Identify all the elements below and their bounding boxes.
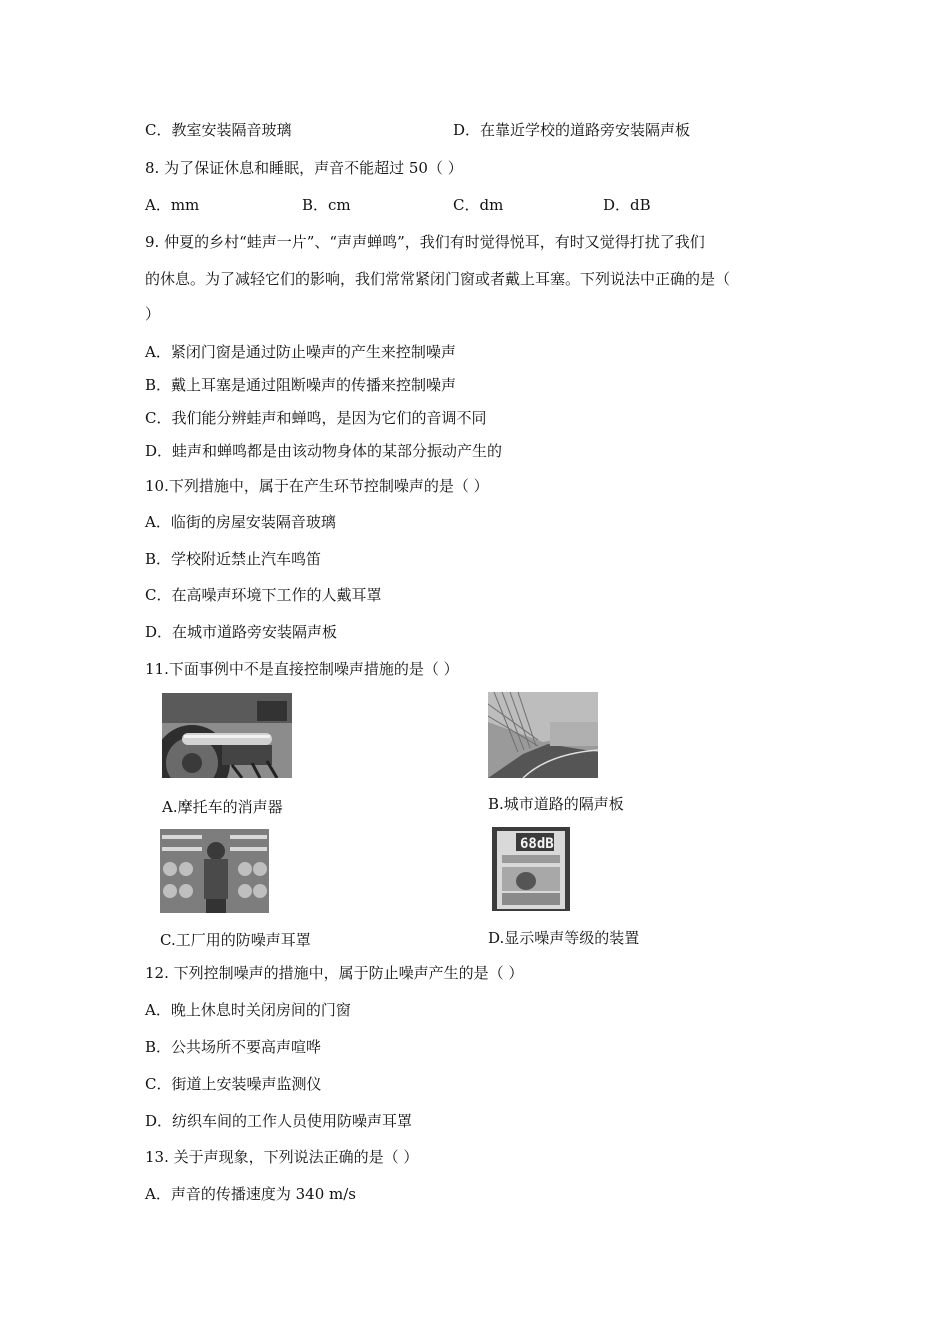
q9-option-d: D．蛙声和蝉鸣都是由该动物身体的某部分振动产生的 <box>145 442 503 460</box>
q9-stem-line1: 9. 仲夏的乡村“蛙声一片”、“声声蝉鸣”，我们有时觉得悦耳，有时又觉得打扰了我们 <box>145 233 705 251</box>
q13-option-a: A．声音的传播速度为 340 m/s <box>145 1185 356 1203</box>
q10-option-c: C．在高噪声环境下工作的人戴耳罩 <box>145 586 382 604</box>
q9-option-a: A．紧闭门窗是通过防止噪声的产生来控制噪声 <box>145 343 456 361</box>
meter-reading-text: 68dB <box>520 836 554 852</box>
q8-option-b: B．cm <box>302 196 351 214</box>
noise-level-display-image <box>492 827 570 911</box>
q8-option-a: A．mm <box>145 196 200 214</box>
q8-option-d: D．dB <box>603 196 651 214</box>
q11-caption-a: A.摩托车的消声器 <box>162 798 283 816</box>
q8-option-c: C．dm <box>453 196 504 214</box>
q9-stem-line2: 的休息。为了减轻它们的影响，我们常常紧闭门窗或者戴上耳塞。下列说法中正确的是（ <box>145 270 731 288</box>
road-sound-barrier-image <box>488 692 598 778</box>
q12-option-c: C．街道上安装噪声监测仪 <box>145 1075 322 1093</box>
q13-stem: 13. 关于声现象，下列说法正确的是（ ） <box>145 1148 419 1166</box>
q11-stem: 11.下面事例中不是直接控制噪声措施的是（ ） <box>145 660 459 678</box>
factory-earmuff-image <box>160 829 269 913</box>
q9-stem-line3: ） <box>145 305 161 323</box>
q11-caption-c: C.工厂用的防噪声耳罩 <box>160 931 311 949</box>
q10-stem: 10.下列措施中，属于在产生环节控制噪声的是（ ） <box>145 477 489 495</box>
q12-option-a: A．晚上休息时关闭房间的门窗 <box>145 1001 351 1019</box>
q12-stem: 12. 下列控制噪声的措施中，属于防止噪声产生的是（ ） <box>145 964 524 982</box>
q7-option-d: D．在靠近学校的道路旁安装隔声板 <box>453 121 691 139</box>
q11-caption-b: B.城市道路的隔声板 <box>488 795 624 813</box>
q9-option-b: B．戴上耳塞是通过阻断噪声的传播来控制噪声 <box>145 376 457 394</box>
q12-option-d: D．纺织车间的工作人员使用防噪声耳罩 <box>145 1112 413 1130</box>
q9-option-c: C．我们能分辨蛙声和蝉鸣，是因为它们的音调不同 <box>145 409 487 427</box>
q11-caption-d: D.显示噪声等级的装置 <box>488 929 640 947</box>
q8-stem: 8. 为了保证休息和睡眠，声音不能超过 50（ ） <box>145 159 463 177</box>
q10-option-a: A．临街的房屋安装隔音玻璃 <box>145 513 336 531</box>
q7-option-c: C．教室安装隔音玻璃 <box>145 121 292 139</box>
q10-option-b: B．学校附近禁止汽车鸣笛 <box>145 550 322 568</box>
q10-option-d: D．在城市道路旁安装隔声板 <box>145 623 338 641</box>
motorcycle-muffler-image <box>162 693 292 778</box>
q12-option-b: B．公共场所不要高声喧哗 <box>145 1038 322 1056</box>
